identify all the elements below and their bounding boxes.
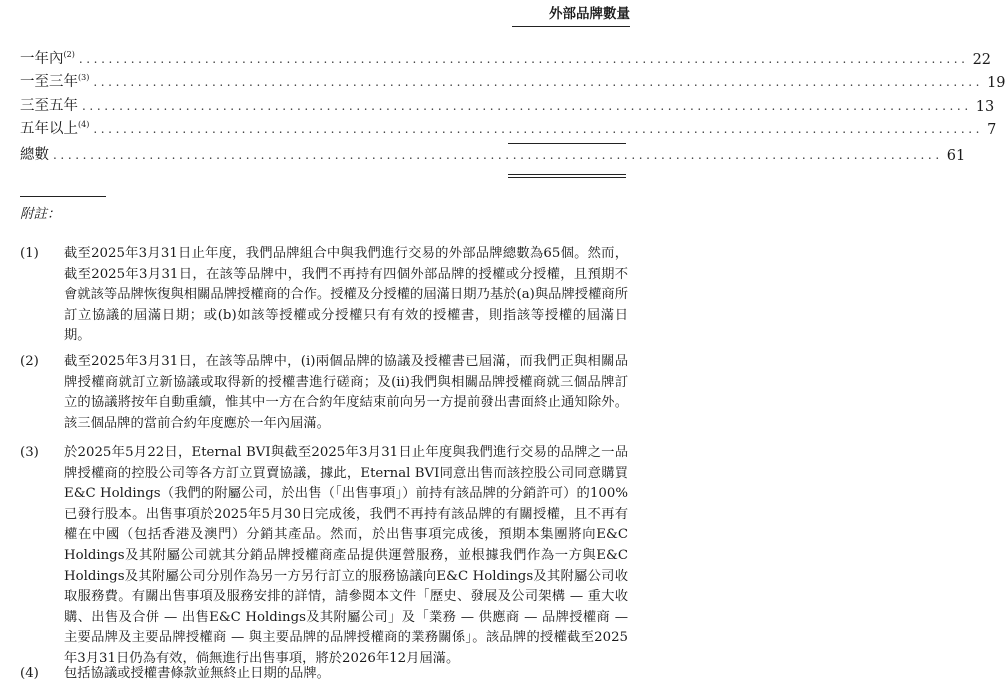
note-number: (2) [20, 354, 39, 369]
note-text: 截至2025年3月31日，在該等品牌中，(i)兩個品牌的協議及授權書已屆滿，而我們正與相關品牌授權商就訂立新協議或取得新的授權書進行磋商；及(ii)我們與相關品牌授權商就三個品牌訂立的協議將按年自動重續，惟其中一方在合約年度結束前向另一方提前發出書面終止通知除外。該三個品牌的當前合約年度應於一年內屆滿。 [64, 354, 628, 431]
total-rule-bottom [508, 174, 626, 175]
leader-dots: ........................................................................................................................ [93, 122, 984, 136]
table-row [20, 68, 1006, 92]
note-number: (3) [20, 445, 39, 460]
total-value: 61 [946, 148, 966, 164]
total-rule-double [508, 177, 626, 178]
total-rule-top [508, 143, 626, 144]
table-row [20, 115, 997, 139]
table-row [20, 91, 995, 115]
note-1 [20, 244, 628, 347]
brand-count-table [20, 44, 1006, 164]
table-row [20, 44, 992, 68]
note-text: 截至2025年3月31日止年度，我們品牌組合中與我們進行交易的外部品牌總數為65個。然而，截至2025年3月31日，在該等品牌中，我們不再持有四個外部品牌的授權或分授權，且預期不會就該等品牌恢復與相關品牌授權商的合作。授權及分授權的屆滿日期乃基於(a)與品牌授權商所訂立協議的屆滿日期；或(b)如該等授權或分授權只有有效的授權書，則指該等授權的屆滿日期。 [64, 246, 628, 344]
row-value: 13 [975, 98, 995, 115]
row-label: 一至三年$^{(3)}$ [20, 73, 90, 90]
note-number: (1) [20, 246, 39, 261]
row-value: 22 [972, 51, 992, 68]
leader-dots: ........................................................................................................................ [82, 98, 972, 113]
note-2 [20, 352, 628, 434]
row-label: 三至五年 [20, 97, 78, 114]
note-3 [20, 443, 628, 670]
leader-dots: ........................................................................................................................ [78, 51, 969, 66]
total-row [20, 138, 966, 164]
leader-dots: ........................................................................................................................ [53, 148, 943, 162]
notes-title: 附註： [20, 206, 61, 222]
row-value: 7 [987, 122, 997, 138]
note-text: 包括協議或授權書條款並無終止日期的品牌。 [64, 666, 330, 681]
note-text: 於2025年5月22日，Eternal BVI與截至2025年3月31日止年度與我們進行交易的品牌之一品牌授權商的控股公司等各方訂立買賣協議，據此，Eternal BVI同意出售而該控股公司同意購買E&C Holdings（我們的附屬公司，於出售（「出售事項」）前持有該品牌的分銷許可）的100%已發行股本。出售事項於2025年5月30日完成後，我們不再持有該品牌的有關授權，且不再有權在中國（包括香港及澳門）分銷其產品。然而，於出售事項完成後，預期本集團將向E&C Holdings及其附屬公司就其分銷品牌授權商產品提供運營服務，並根據我們作為一方與E&C Holdings及其附屬公司分別作為另一方另行訂立的服務協議向E&C Holdings及其附屬公司收取服務費。有關出售事項及服務安排的詳情，請參閱本文件「歷史、發展及公司架構 — 重大收購、出售及合併 — 出售E&C Holdings及其附屬公司」及「業務 — 供應商 — 品牌授權商 — 主要品牌及主要品牌授權商 — 與主要品牌的品牌授權商的業務關係」。該品牌的授權截至2025年3月31日仍為有效，倘無進行出售事項，將於2026年12月屆滿。 [64, 445, 628, 666]
row-label: 一年內$^{(2)}$ [20, 49, 75, 67]
note-number: (4) [20, 666, 39, 681]
row-value: 19 [987, 75, 1006, 91]
note-4 [20, 664, 628, 685]
leader-dots: ........................................................................................................................ [93, 75, 984, 89]
total-label: 總數 [20, 147, 49, 163]
column-header: 外部品牌數量 [512, 2, 630, 27]
notes-divider [20, 196, 106, 197]
row-label: 五年以上$^{(4)}$ [20, 120, 90, 137]
